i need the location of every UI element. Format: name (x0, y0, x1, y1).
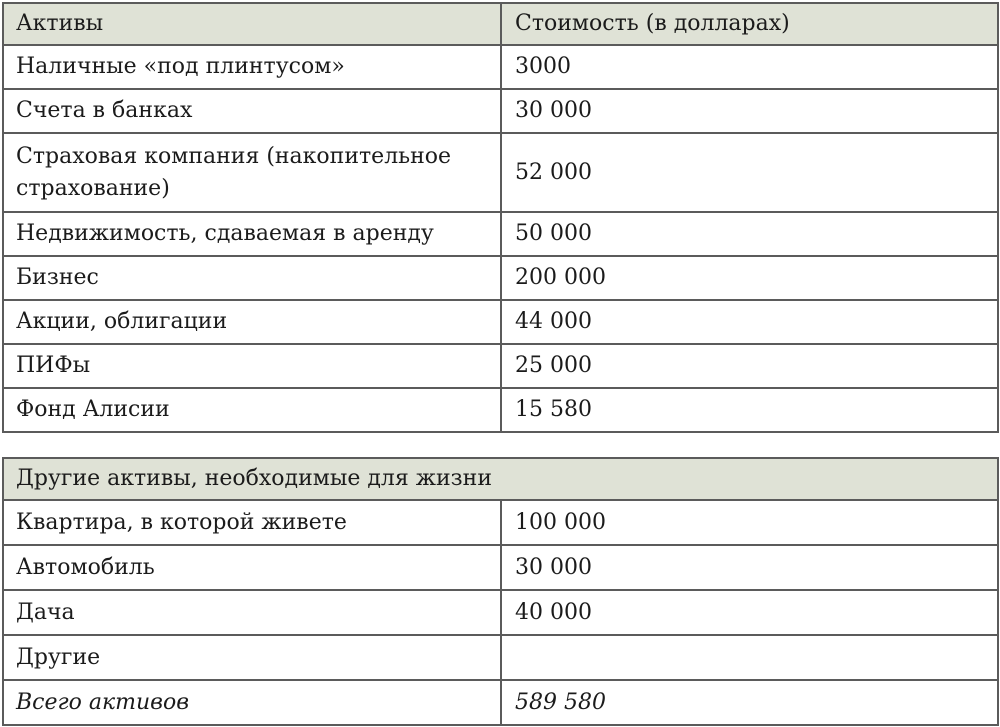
asset-name: Страховая компания (накопительное страхование) (3, 133, 501, 212)
table-row (3, 590, 998, 635)
table-header-row (3, 458, 998, 500)
asset-value: 100 000 (501, 500, 998, 545)
asset-name: ПИФы (3, 344, 501, 388)
asset-value: 25 000 (501, 344, 998, 388)
table-row (3, 500, 998, 545)
table-row (3, 344, 998, 388)
asset-value (501, 635, 998, 680)
table-header-row (3, 3, 998, 45)
asset-value: 200 000 (501, 256, 998, 300)
asset-name: Квартира, в которой живете (3, 500, 501, 545)
column-header-value: Стоимость (в долларах) (501, 3, 998, 45)
total-value: 589 580 (501, 680, 998, 725)
asset-name: Счета в банках (3, 89, 501, 133)
table-row (3, 300, 998, 344)
asset-name: Наличные «под плинтусом» (3, 45, 501, 89)
table-row (3, 635, 998, 680)
assets-table (2, 2, 999, 433)
asset-value: 30 000 (501, 545, 998, 590)
asset-value: 50 000 (501, 212, 998, 256)
table-row (3, 545, 998, 590)
asset-value: 44 000 (501, 300, 998, 344)
asset-name: Автомобиль (3, 545, 501, 590)
asset-value: 40 000 (501, 590, 998, 635)
section-header: Другие активы, необходимые для жизни (3, 458, 998, 500)
asset-name: Дача (3, 590, 501, 635)
column-header-assets: Активы (3, 3, 501, 45)
asset-name: Фонд Алисии (3, 388, 501, 432)
asset-value: 52 000 (501, 133, 998, 212)
table-row (3, 256, 998, 300)
asset-name: Бизнес (3, 256, 501, 300)
table-row (3, 133, 998, 212)
total-label: Всего активов (3, 680, 501, 725)
table-row (3, 89, 998, 133)
asset-name: Недвижимость, сдаваемая в аренду (3, 212, 501, 256)
asset-value: 30 000 (501, 89, 998, 133)
table-row (3, 45, 998, 89)
asset-value: 15 580 (501, 388, 998, 432)
total-row (3, 680, 998, 725)
asset-name: Акции, облигации (3, 300, 501, 344)
asset-value: 3000 (501, 45, 998, 89)
asset-name: Другие (3, 635, 501, 680)
table-row (3, 212, 998, 256)
living-assets-table (2, 457, 999, 726)
table-row (3, 388, 998, 432)
